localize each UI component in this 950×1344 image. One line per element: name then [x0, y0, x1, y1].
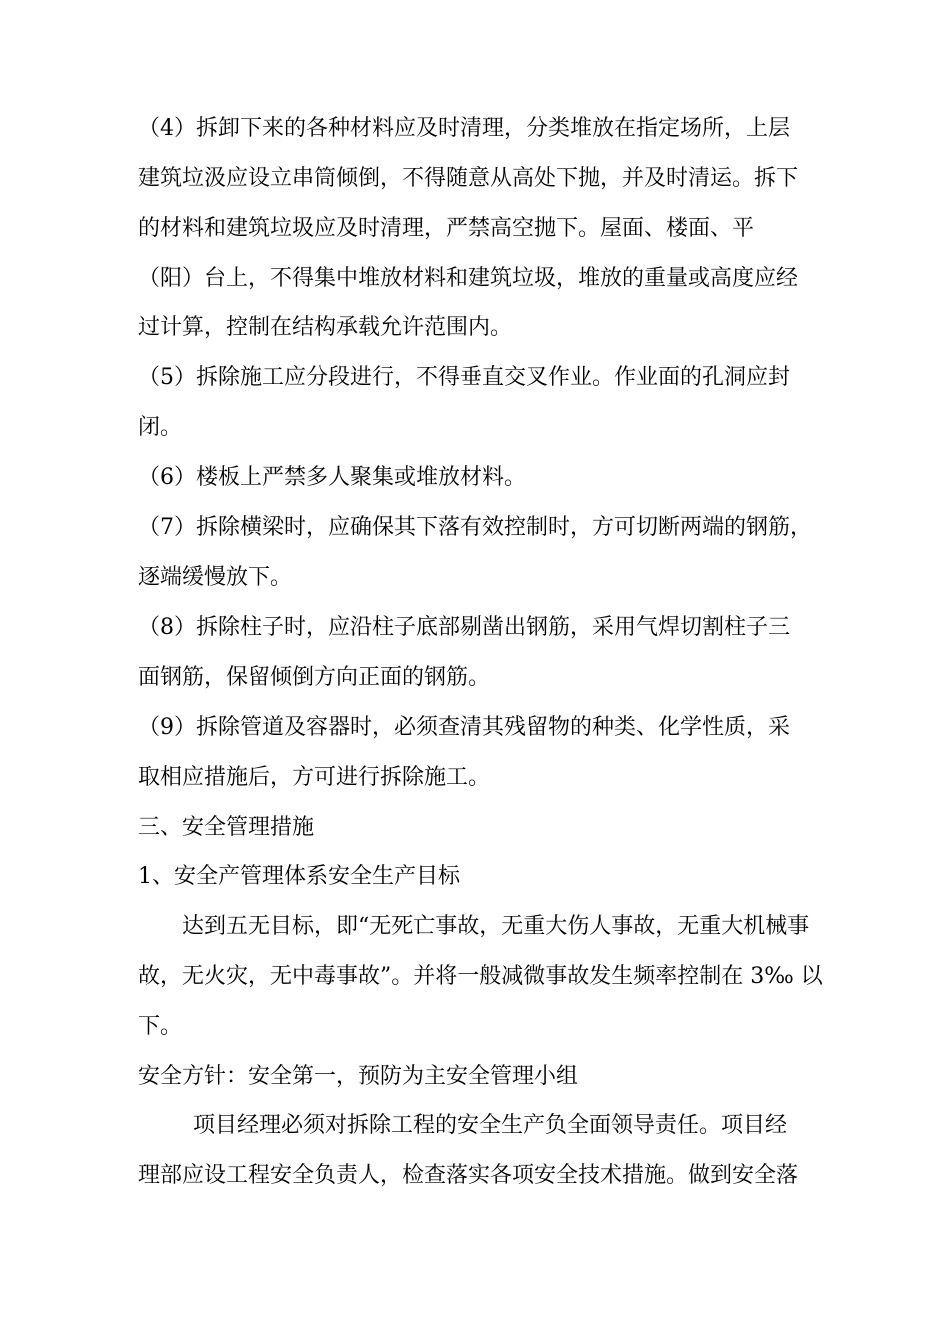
text-line: 理部应设工程安全负责人，检查落实各项安全技术措施。做到安全落 — [138, 1163, 799, 1188]
text-line: 下。 — [138, 1014, 183, 1039]
text-line: 闭。 — [138, 415, 183, 440]
text-line: 故，无火灾，无中毒事故”。并将一般减微事故发生频率控制在 3‰ 以 — [138, 964, 823, 989]
text-line: 的材料和建筑垃圾应及时清理，严禁高空抛下。屋面、楼面、平 — [138, 216, 755, 241]
section-heading: 三、安全管理措施 — [138, 815, 315, 840]
text-line: （7）拆除横梁时，应确保其下落有效控制时，方可切断两端的钢筋， — [138, 515, 812, 540]
text-line: （5）拆除施工应分段进行，不得垂直交叉作业。作业面的孔洞应封 — [138, 365, 790, 390]
text-line: 建筑垃汲应设立串筒倾倒，不得随意从高处下抛，并及时清运。拆下 — [138, 166, 799, 191]
text-line: （9）拆除管道及容器时，必须查清其残留物的种类、化学性质，采 — [138, 715, 790, 740]
text-line: 过计算，控制在结构承载允许范围内。 — [138, 315, 513, 340]
subsection-heading: 1、安全产管理体系安全生产目标 — [138, 864, 460, 889]
text-line: 安全方针：安全第一，预防为主安全管理小组 — [138, 1064, 579, 1089]
text-line: （6）楼板上严禁多人聚集或堆放材料。 — [138, 465, 526, 490]
text-line: 达到五无目标，即“无死亡事故，无重大伤人事故，无重大机械事 — [182, 914, 810, 939]
text-line: （阳）台上，不得集中堆放材料和建筑垃圾，堆放的重量或高度应经 — [138, 266, 799, 291]
text-line: 面钢筋，保留倾倒方向正面的钢筋。 — [138, 665, 491, 690]
text-line: 取相应措施后，方可进行拆除施工。 — [138, 765, 491, 790]
text-line: （8）拆除柱子时，应沿柱子底部剔凿出钢筋，采用气焊切割柱子三 — [138, 615, 790, 640]
text-line: 逐端缓慢放下。 — [138, 565, 293, 590]
text-line: 项目经理必须对拆除工程的安全生产负全面领导责任。项目经 — [193, 1113, 788, 1138]
text-line: （4）拆卸下来的各种材料应及时清理，分类堆放在指定场所，上层 — [138, 116, 790, 141]
